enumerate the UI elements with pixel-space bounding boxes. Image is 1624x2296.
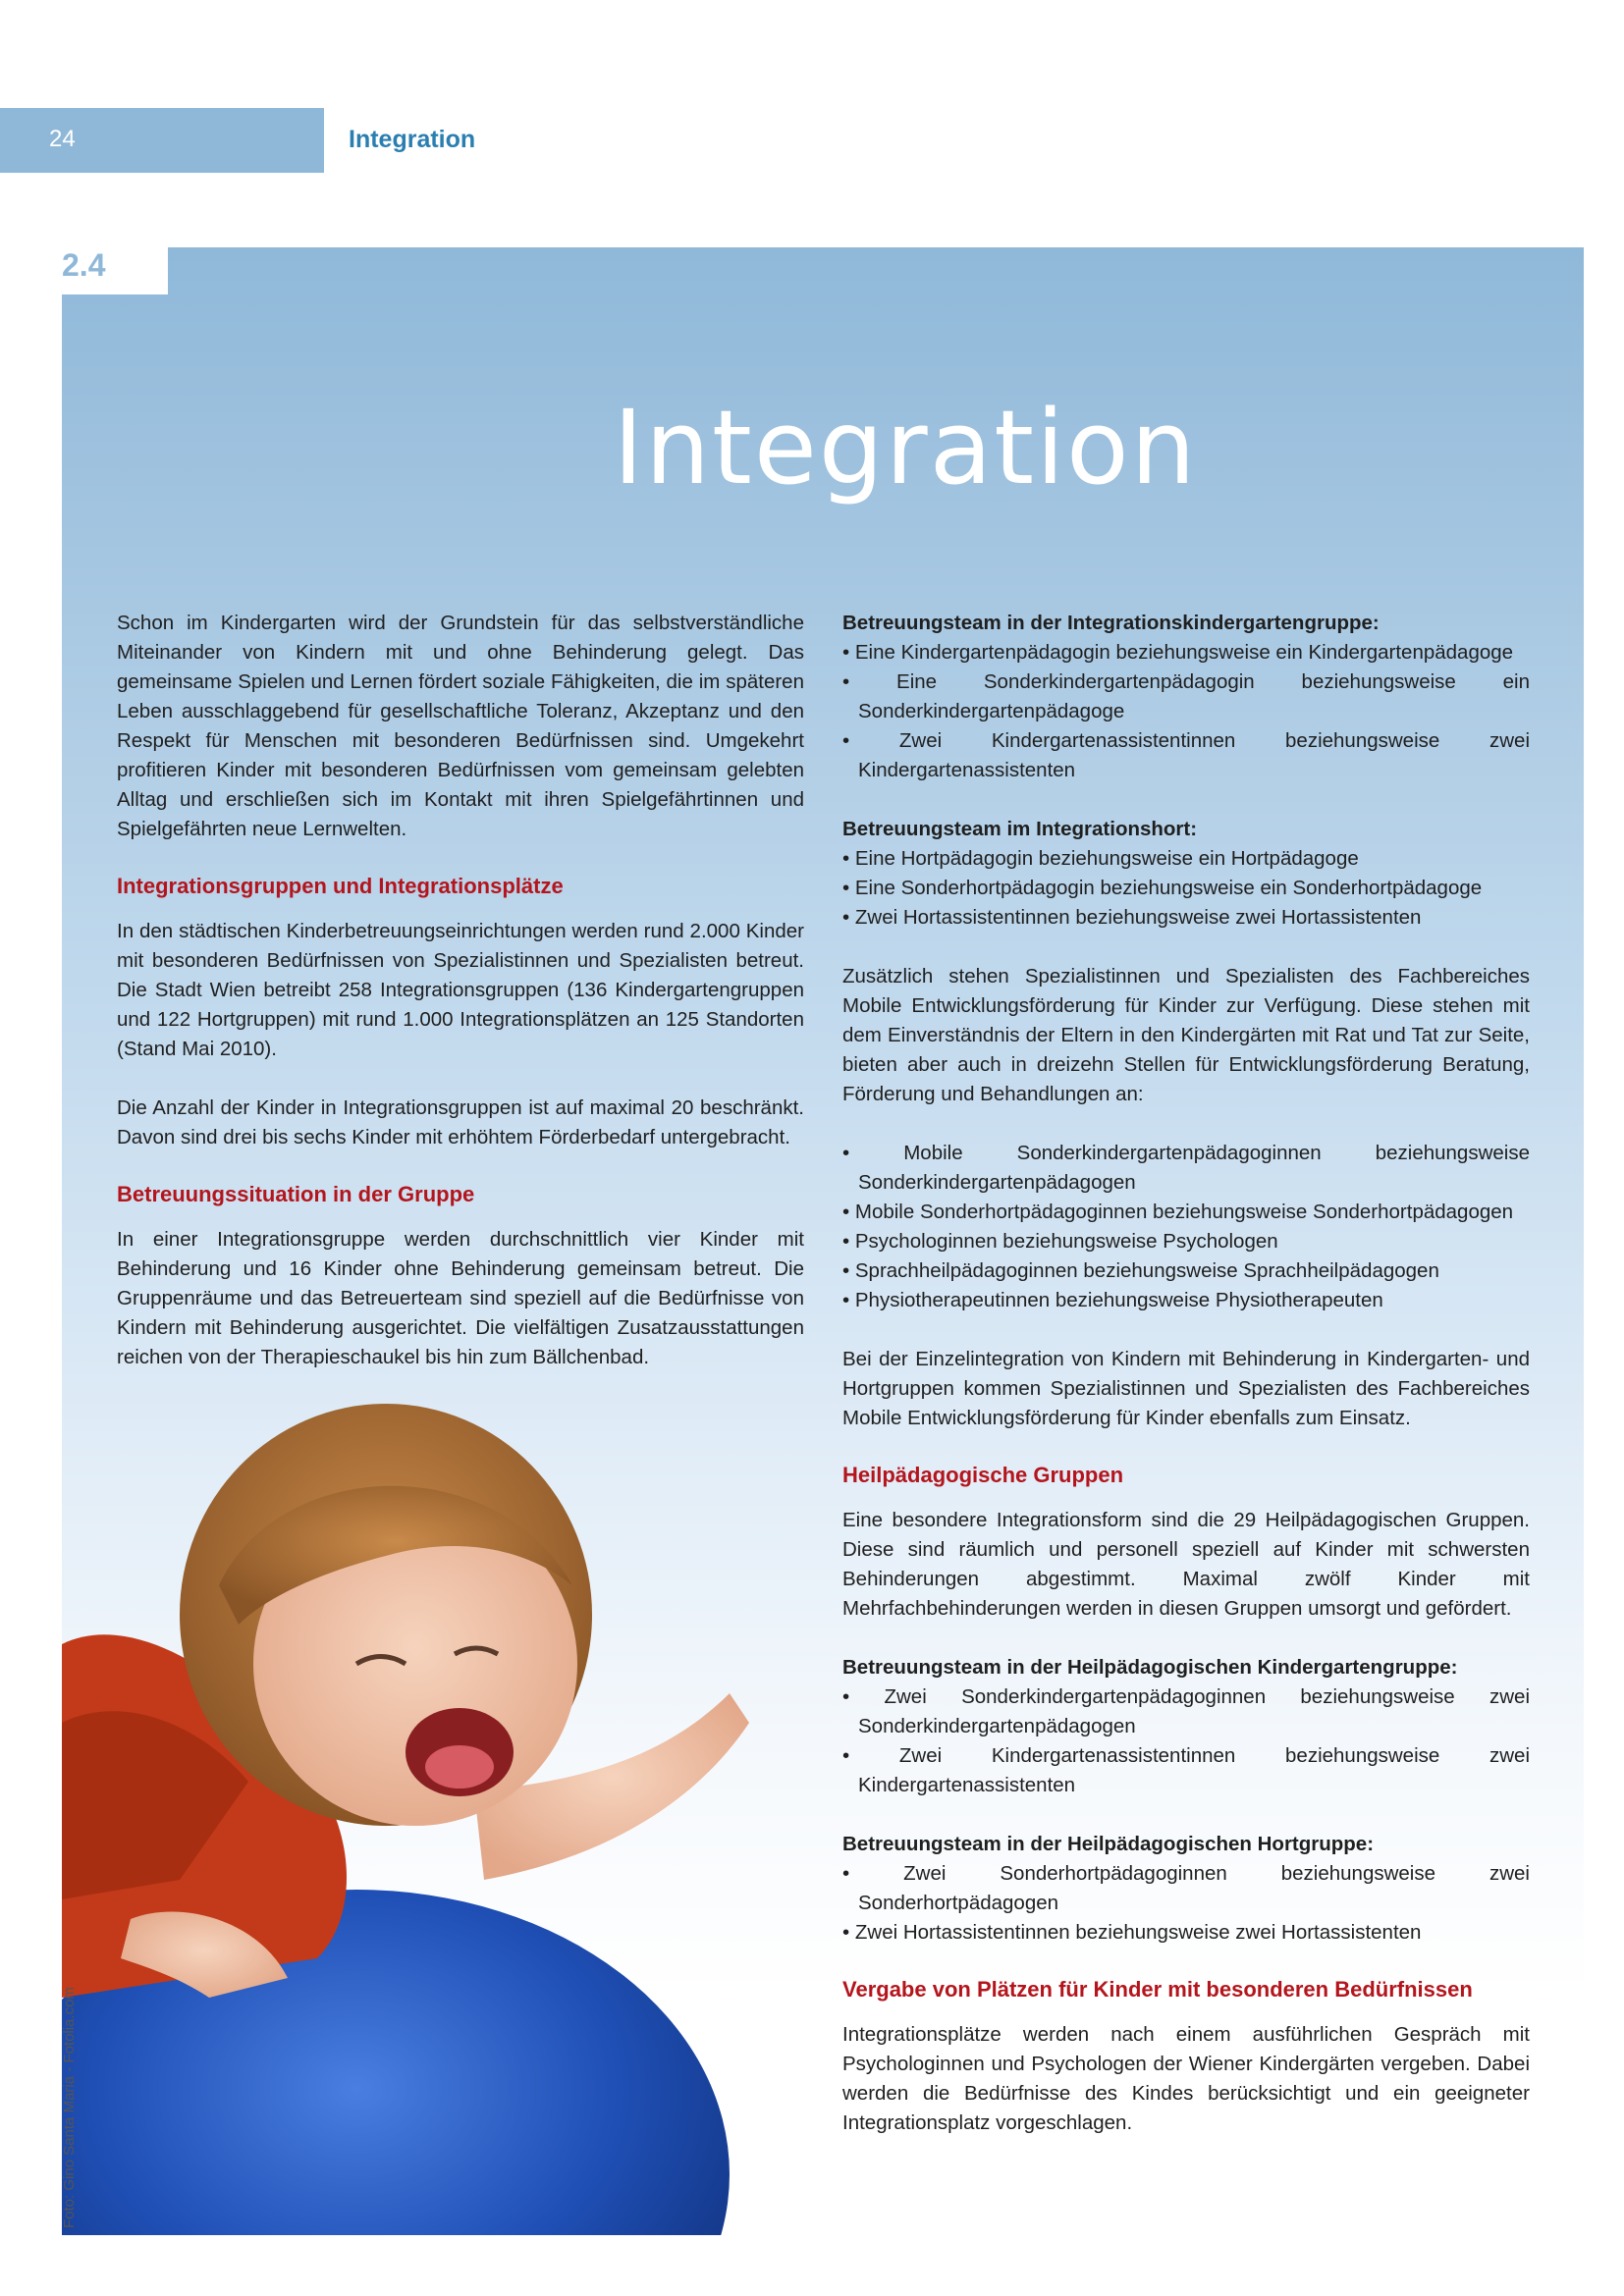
section-number: 2.4 [62, 247, 106, 283]
list-item: • Psychologinnen beziehungsweise Psychologen [842, 1227, 1530, 1256]
paragraph: Zusätzlich stehen Spezialistinnen und Spezialisten des Fachbereiches Mobile Entwicklungsförderung für Kinder zur Verfügung. Diese stehen mit dem Einverständnis der Eltern in den Kindergärten mit Rat und Tat zur Seite, bieten aber auch in dreizehn Stellen für Entwicklungsförderung Beratung, Förderung und Behandlungen an: [842, 965, 1530, 1105]
heading-vergabe: Vergabe von Plätzen für Kinder mit besonderen Bedürfnissen [842, 1977, 1473, 2002]
list-item: • Mobile Sonderhortpädagoginnen beziehungsweise Sonderhortpädagogen [842, 1198, 1530, 1227]
list-item: • Physiotherapeutinnen beziehungsweise Physiotherapeuten [842, 1286, 1530, 1315]
list-item: • Zwei Sonderkindergartenpädagoginnen beziehungsweise zwei Sonderkindergartenpädagogen [842, 1682, 1530, 1741]
photo-credit: Foto: Gino Santa Maria - Fotolia.com [61, 1987, 78, 2228]
heading-integrationsgruppen: Integrationsgruppen und Integrationsplätze [117, 874, 564, 898]
subheading-team-kindergarten: Betreuungsteam in der Integrationskindergartengruppe: [842, 612, 1380, 634]
left-column [117, 609, 804, 1372]
right-column [842, 609, 1530, 2138]
list-item: • Sprachheilpädagoginnen beziehungsweise Sprachheilpädagogen [842, 1256, 1530, 1286]
paragraph: Eine besondere Integrationsform sind die 29 Heilpädagogischen Gruppen. Diese sind räumlich und personell speziell auf Kinder mit schwersten Behinderungen abgestimmt. Maximal zwölf Kinder mit Mehrfachbehinderungen werden in diesen Gruppen umsorgt und gefördert. [842, 1509, 1530, 1620]
subheading-team-hp-kindergarten: Betreuungsteam in der Heilpädagogischen Kindergartengruppe: [842, 1656, 1458, 1679]
paragraph: In einer Integrationsgruppe werden durchschnittlich vier Kinder mit Behinderung und 16 Kinder ohne Behinderung gemeinsam betreut. Die Gruppenräume und das Betreuerteam sind speziell auf die Bedürfnisse von Kindern mit Behinderung ausgerichtet. Die vielfältigen Zusatzausstattungen reichen von der Therapieschaukel bis hin zum Bällchenbad. [117, 1228, 804, 1368]
subheading-team-hort: Betreuungsteam im Integrationshort: [842, 818, 1198, 840]
heading-betreuungssituation: Betreuungssituation in der Gruppe [117, 1182, 475, 1206]
list-item: • Eine Hortpädagogin beziehungsweise ein Hortpädagoge [842, 844, 1530, 874]
heading-heilpaedagogische-gruppen: Heilpädagogische Gruppen [842, 1463, 1124, 1487]
page-title: Integration [613, 388, 1198, 507]
list-item: • Zwei Kindergartenassistentinnen beziehungsweise zwei Kindergartenassistenten [842, 1741, 1530, 1800]
child-with-ball-photo [62, 1369, 847, 2235]
intro-paragraph: Schon im Kindergarten wird der Grundstein für das selbstverständliche Miteinander von Kindern mit und ohne Behinderung gelegt. Das gemeinsame Spielen und Lernen fördert soziale Fähigkeiten, die im späteren Leben ausschlaggebend für gesellschaftliche Toleranz, Akzeptanz und den Respekt für Menschen mit besonderen Bedürfnissen sind. Umgekehrt profitieren Kinder mit besonderen Bedürfnissen vom gemeinsam gelebten Alltag und erschließen sich im Kontakt mit ihren Spielgefährtinnen und Spielgefährten neue Lernwelten. [117, 612, 804, 840]
list-item: • Eine Kindergartenpädagogin beziehungsweise ein Kindergartenpädagoge [842, 638, 1530, 667]
list-item: • Mobile Sonderkindergartenpädagoginnen beziehungsweise Sonderkindergartenpädagogen [842, 1139, 1530, 1198]
list-item: • Eine Sonderhortpädagogin beziehungsweise ein Sonderhortpädagoge [842, 874, 1530, 903]
paragraph: Bei der Einzelintegration von Kindern mit Behinderung in Kindergarten- und Hortgruppen kommen Spezialistinnen und Spezialisten des Fachbereiches Mobile Entwicklungsförderung für Kinder ebenfalls zum Einsatz. [842, 1348, 1530, 1429]
list-item: • Zwei Sonderhortpädagoginnen beziehungsweise zwei Sonderhortpädagogen [842, 1859, 1530, 1918]
list-item: • Eine Sonderkindergartenpädagogin beziehungsweise ein Sonderkindergartenpädagoge [842, 667, 1530, 726]
list-item: • Zwei Hortassistentinnen beziehungsweise zwei Hortassistenten [842, 1918, 1530, 1948]
list-item: • Zwei Hortassistentinnen beziehungsweise zwei Hortassistenten [842, 903, 1530, 933]
subheading-team-hp-hort: Betreuungsteam in der Heilpädagogischen Hortgruppe: [842, 1833, 1375, 1855]
page-number: 24 [49, 126, 76, 152]
paragraph: Die Anzahl der Kinder in Integrationsgruppen ist auf maximal 20 beschränkt. Davon sind drei bis sechs Kinder mit erhöhtem Förderbedarf untergebracht. [117, 1096, 804, 1148]
paragraph: In den städtischen Kinderbetreuungseinrichtungen werden rund 2.000 Kinder mit besonderen Bedürfnissen von Spezialistinnen und Spezialisten betreut. Die Stadt Wien betreibt 258 Integrationsgruppen (136 Kindergartengruppen und 122 Hortgruppen) mit rund 1.000 Integrationsplätzen an 125 Standorten (Stand Mai 2010). [117, 920, 804, 1060]
running-header-title: Integration [349, 126, 476, 153]
list-item: • Zwei Kindergartenassistentinnen beziehungsweise zwei Kindergartenassistenten [842, 726, 1530, 785]
paragraph: Integrationsplätze werden nach einem ausführlichen Gespräch mit Psychologinnen und Psychologen der Wiener Kindergärten vergeben. Dabei werden die Bedürfnisse des Kindes berücksichtigt und ein geeigneter Integrationsplatz vorgeschlagen. [842, 2023, 1530, 2134]
